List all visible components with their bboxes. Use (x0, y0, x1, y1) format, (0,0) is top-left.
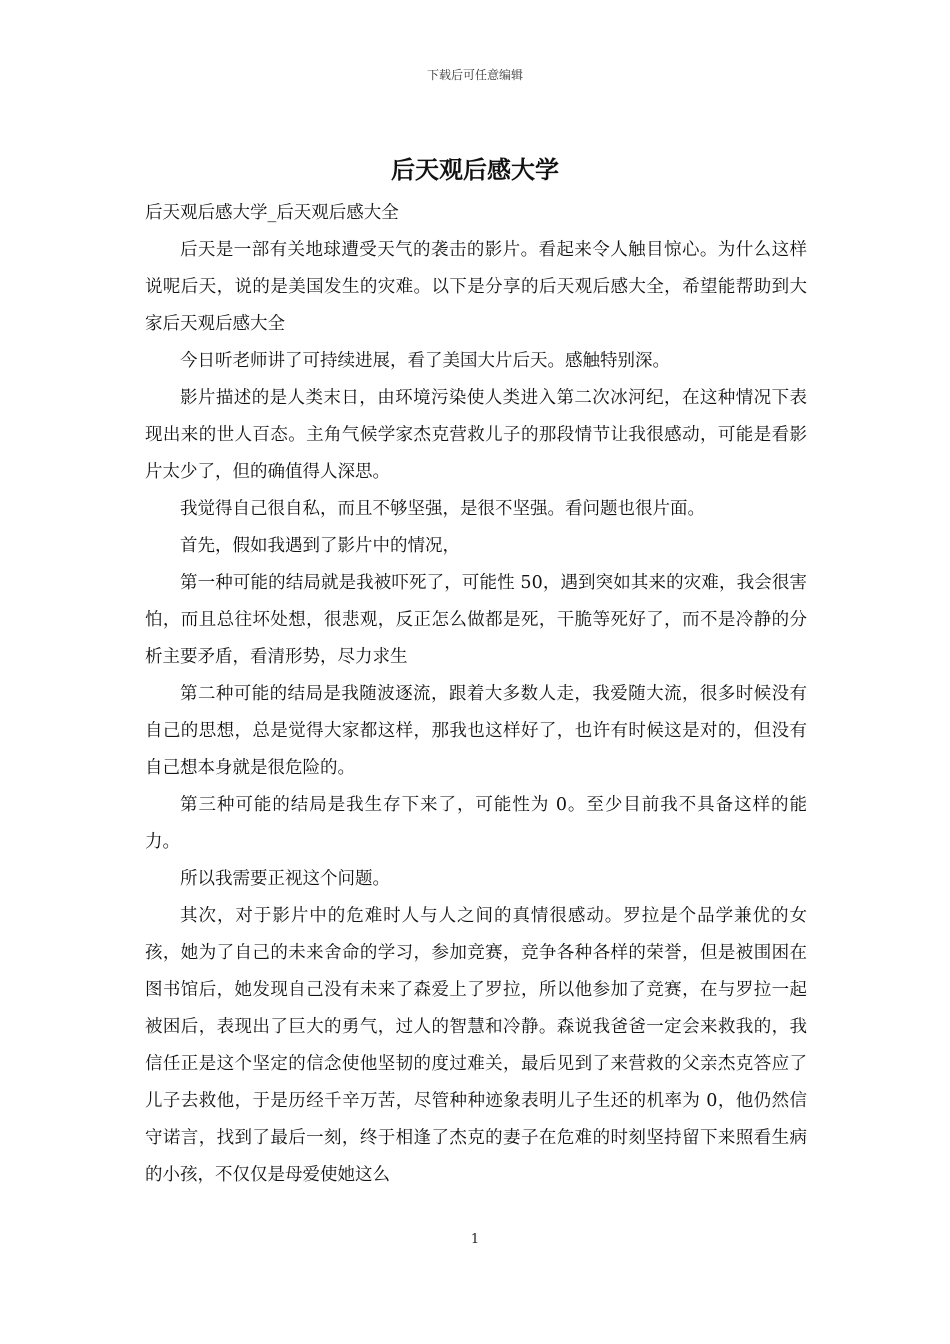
paragraph: 第二种可能的结局是我随波逐流，跟着大多数人走，我爱随大流，很多时候没有自己的思想，总是觉得大家都这样，那我也这样好了，也许有时候这是对的，但没有自己想本身就是很危险的。 (145, 684, 807, 778)
paragraph: 首先，假如我遇到了影片中的情况， (180, 536, 460, 556)
paragraph: 我觉得自己很自私，而且不够坚强，是很不坚强。看问题也很片面。 (180, 499, 705, 519)
paragraph: 后天是一部有关地球遭受天气的袭击的影片。看起来令人触目惊心。为什么这样说呢后天，说的是美国发生的灾难。以下是分享的后天观后感大全，希望能帮助到大家后天观后感大全 (145, 240, 807, 334)
paragraph: 影片描述的是人类末日，由环境污染使人类进入第二次冰河纪，在这种情况下表现出来的世人百态。主角气候学家杰克营救儿子的那段情节让我很感动，可能是看影片太少了，但的确值得人深思。 (145, 388, 807, 482)
paragraph: 今日听老师讲了可持续进展，看了美国大片后天。感触特别深。 (180, 351, 670, 371)
document-body (145, 195, 807, 1194)
document-subtitle: 后天观后感大学_后天观后感大全 (145, 203, 399, 223)
document-title: 后天观后感大学 (391, 155, 559, 184)
paragraph: 第一种可能的结局就是我被吓死了，可能性 50，遇到突如其来的灾难，我会很害怕，而且总往坏处想，很悲观，反正怎么做都是死，干脆等死好了，而不是冷静的分析主要矛盾，看清形势，尽力求生 (145, 573, 807, 667)
paragraph: 第三种可能的结局是我生存下来了，可能性为 0。至少目前我不具备这样的能力。 (145, 795, 807, 852)
header-note: 下载后可任意编辑 (426, 68, 523, 82)
paragraph: 所以我需要正视这个问题。 (180, 869, 390, 889)
page-number: 1 (470, 1232, 480, 1247)
paragraph: 其次，对于影片中的危难时人与人之间的真情很感动。罗拉是个品学兼优的女孩，她为了自己的未来舍命的学习，参加竞赛，竞争各种各样的荣誉，但是被围困在图书馆后，她发现自己没有未来了森爱上了罗拉，所以他参加了竞赛，在与罗拉一起被困后，表现出了巨大的勇气，过人的智慧和冷静。森说我爸爸一定会来救我的，我信任正是这个坚定的信念使他坚韧的度过难关，最后见到了来营救的父亲杰克答应了儿子去救他，于是历经千辛万苦，尽管种种迹象表明儿子生还的机率为 0，他仍然信守诺言，找到了最后一刻，终于相逢了杰克的妻子在危难的时刻坚持留下来照看生病的小孩，不仅仅是母爱使她这么 (145, 906, 807, 1185)
